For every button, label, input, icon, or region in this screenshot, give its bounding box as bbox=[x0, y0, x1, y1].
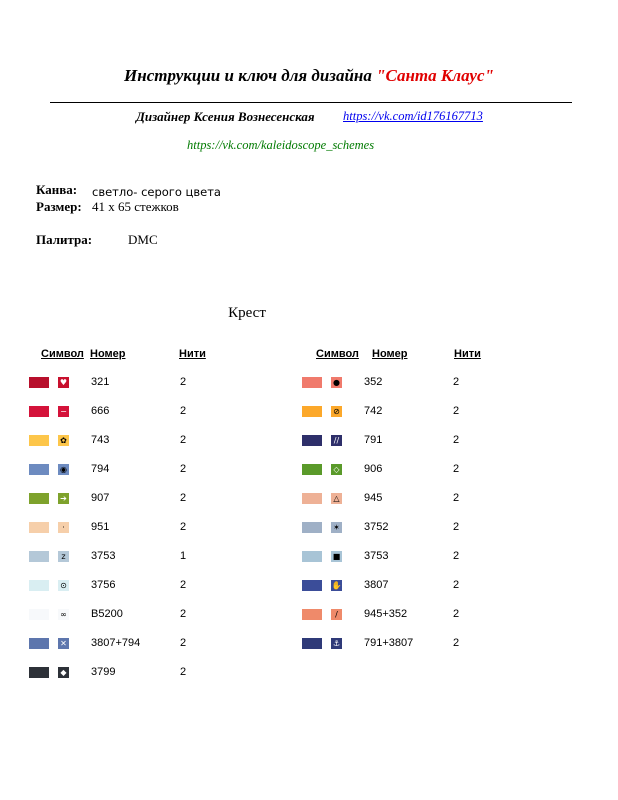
strand-count: 1 bbox=[180, 550, 187, 562]
strand-count: 2 bbox=[453, 579, 460, 591]
right-header-number: Номер bbox=[372, 348, 408, 360]
strand-count: 2 bbox=[453, 463, 460, 475]
left-header-symbol: Символ bbox=[41, 348, 84, 360]
color-swatch bbox=[29, 493, 49, 504]
floss-number: 791+3807 bbox=[364, 637, 414, 649]
arrow-right-icon: ➔ bbox=[58, 493, 69, 504]
star-icon: ✶ bbox=[331, 522, 342, 533]
strand-count: 2 bbox=[180, 579, 187, 591]
title-divider bbox=[50, 102, 572, 103]
infinity-icon: ∞ bbox=[58, 609, 69, 620]
floss-number: 742 bbox=[364, 405, 383, 417]
floss-number: 352 bbox=[364, 376, 383, 388]
strand-count: 2 bbox=[180, 608, 187, 620]
heart-icon: ♥ bbox=[59, 377, 68, 387]
color-swatch bbox=[29, 609, 49, 620]
strand-count: 2 bbox=[453, 550, 460, 562]
strand-count: 2 bbox=[453, 608, 460, 620]
strand-count: 2 bbox=[453, 376, 460, 388]
minus-icon: − bbox=[58, 406, 69, 417]
floss-number: 791 bbox=[364, 434, 383, 446]
right-header-strands: Нити bbox=[454, 348, 481, 360]
color-swatch bbox=[302, 522, 322, 533]
designer-profile-link[interactable]: https://vk.com/id176167713 bbox=[343, 109, 483, 123]
strand-count: 2 bbox=[180, 376, 187, 388]
double-slash-icon: // bbox=[331, 435, 342, 446]
color-swatch bbox=[302, 609, 322, 620]
slash-icon: / bbox=[331, 609, 342, 620]
floss-number: 321 bbox=[91, 376, 110, 388]
floss-number: 951 bbox=[91, 521, 110, 533]
color-swatch bbox=[302, 638, 322, 649]
color-swatch bbox=[302, 580, 322, 591]
floss-number: 906 bbox=[364, 463, 383, 475]
color-swatch bbox=[29, 580, 49, 591]
strand-count: 2 bbox=[180, 434, 187, 446]
color-swatch bbox=[29, 667, 49, 678]
hand-icon: ✋ bbox=[331, 580, 342, 590]
color-swatch bbox=[302, 551, 322, 562]
color-swatch bbox=[302, 493, 322, 504]
color-swatch bbox=[302, 406, 322, 417]
group-link[interactable]: https://vk.com/kaleidoscope_schemes bbox=[187, 138, 375, 152]
size-value: 41 x 65 стежков bbox=[92, 199, 179, 214]
floss-number: 3753 bbox=[91, 550, 116, 562]
color-swatch bbox=[29, 377, 49, 388]
color-swatch bbox=[29, 406, 49, 417]
strand-count: 2 bbox=[180, 405, 187, 417]
filled-circle-icon: ● bbox=[331, 377, 342, 388]
strand-count: 2 bbox=[180, 521, 187, 533]
color-swatch bbox=[302, 464, 322, 475]
color-swatch bbox=[29, 638, 49, 649]
color-swatch bbox=[29, 551, 49, 562]
floss-number: 3756 bbox=[91, 579, 116, 591]
floss-number: 945+352 bbox=[364, 608, 408, 620]
color-swatch bbox=[29, 522, 49, 533]
triangle-icon: △ bbox=[331, 493, 342, 504]
section-title: Крест bbox=[228, 305, 266, 321]
floss-number: 945 bbox=[364, 492, 383, 504]
strand-count: 2 bbox=[180, 666, 187, 678]
right-header-symbol: Символ bbox=[316, 348, 359, 360]
floss-number: 3752 bbox=[364, 521, 389, 533]
canvas-label: Канва: bbox=[36, 182, 78, 197]
strand-count: 2 bbox=[453, 637, 460, 649]
strand-count: 2 bbox=[453, 434, 460, 446]
floss-number: 907 bbox=[91, 492, 110, 504]
size-label: Размер: bbox=[36, 199, 82, 214]
floss-number: 743 bbox=[91, 434, 110, 446]
strand-count: 2 bbox=[180, 463, 187, 475]
floss-number: 3799 bbox=[91, 666, 116, 678]
x-box-icon: ✕ bbox=[58, 638, 69, 649]
palette-label: Палитра: bbox=[36, 232, 93, 247]
strand-count: 2 bbox=[180, 637, 187, 649]
circle-dot-icon: ⊙ bbox=[58, 580, 69, 591]
floss-number: 3753 bbox=[364, 550, 389, 562]
color-swatch bbox=[302, 435, 322, 446]
page-title bbox=[0, 66, 618, 86]
left-header-number: Номер bbox=[90, 348, 126, 360]
color-swatch bbox=[29, 464, 49, 475]
floss-number: 3807 bbox=[364, 579, 389, 591]
floss-number: 666 bbox=[91, 405, 110, 417]
left-header-strands: Нити bbox=[179, 348, 206, 360]
strand-count: 2 bbox=[180, 492, 187, 504]
diamond-icon: ◆ bbox=[58, 667, 69, 678]
strand-count: 2 bbox=[453, 521, 460, 533]
square-icon: ■ bbox=[332, 551, 341, 561]
flower-icon: ✿ bbox=[58, 435, 69, 446]
slash-circle-icon: ⊘ bbox=[331, 406, 342, 417]
floss-number: 794 bbox=[91, 463, 110, 475]
title-main: Инструкции и ключ для дизайна bbox=[124, 66, 377, 85]
floss-number: 3807+794 bbox=[91, 637, 141, 649]
color-swatch bbox=[29, 435, 49, 446]
designer-name: Дизайнер Ксения Вознесенская bbox=[136, 109, 315, 124]
strand-count: 2 bbox=[453, 492, 460, 504]
letter-z-icon: z bbox=[58, 551, 69, 562]
canvas-value: светло- серого цвета bbox=[92, 185, 221, 199]
color-swatch bbox=[302, 377, 322, 388]
title-design-name: "Санта Клаус" bbox=[376, 66, 494, 85]
strand-count: 2 bbox=[453, 405, 460, 417]
anchor-icon: ⚓ bbox=[332, 638, 341, 648]
palette-value: DMC bbox=[128, 232, 158, 247]
floss-number: B5200 bbox=[91, 608, 123, 620]
dot-icon: · bbox=[58, 522, 69, 533]
diamond-outline-icon: ◇ bbox=[331, 464, 342, 475]
target-icon: ◉ bbox=[58, 464, 69, 475]
